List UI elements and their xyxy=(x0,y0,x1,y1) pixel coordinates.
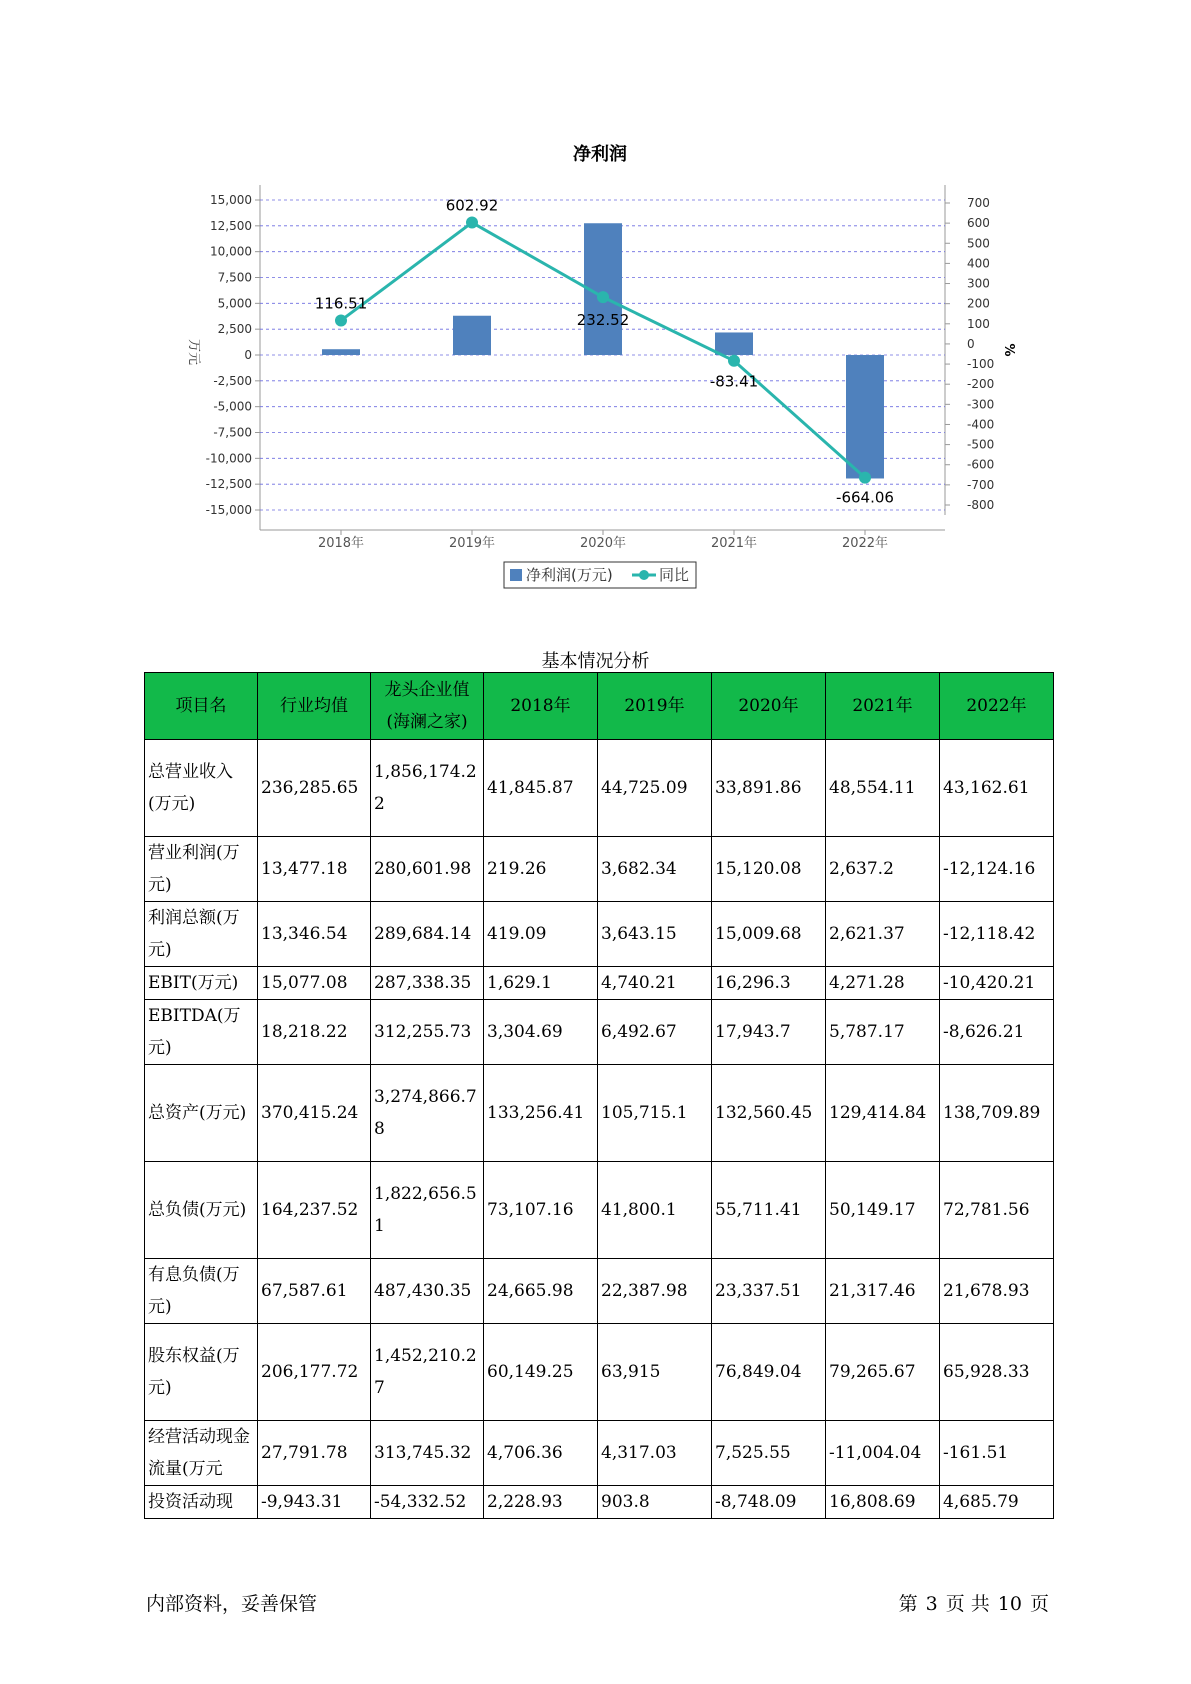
x-tick-label: 2020年 xyxy=(579,536,627,551)
value-cell: 17,943.7 xyxy=(712,1000,826,1065)
y2-tick-label: 700 xyxy=(967,196,990,210)
value-cell: 313,745.32 xyxy=(371,1421,484,1486)
value-cell: 206,177.72 xyxy=(258,1324,371,1421)
yoy-data-label: -83.41 xyxy=(709,372,759,391)
row-label-cell: EBIT(万元) xyxy=(145,967,258,1000)
y2-tick-label: -600 xyxy=(967,457,995,472)
header-cell: 2019年 xyxy=(598,673,712,740)
y2-tick-label: 400 xyxy=(967,256,990,271)
value-cell: 138,709.89 xyxy=(940,1065,1054,1162)
legend-swatch-bar xyxy=(510,569,522,581)
y2-axis-label: % xyxy=(1001,343,1016,357)
y-tick-label: 5,000 xyxy=(217,296,252,311)
value-cell: 3,274,866.78 xyxy=(371,1065,484,1162)
value-cell: 903.8 xyxy=(598,1486,712,1519)
row-label-cell: EBITDA(万元) xyxy=(145,1000,258,1065)
value-cell: 18,218.22 xyxy=(258,1000,371,1065)
page-indicator xyxy=(895,1589,1053,1616)
value-cell: 370,415.24 xyxy=(258,1065,371,1162)
value-cell: 41,845.87 xyxy=(484,740,598,837)
confidential-note: 内部资料，妥善保管 xyxy=(146,1593,318,1615)
x-tick-label: 2018年 xyxy=(317,536,365,551)
table-body xyxy=(145,740,1054,1519)
value-cell: 133,256.41 xyxy=(484,1065,598,1162)
value-cell: 164,237.52 xyxy=(258,1162,371,1259)
value-cell: 23,337.51 xyxy=(712,1259,826,1324)
value-cell: 33,891.86 xyxy=(712,740,826,837)
value-cell: 3,682.34 xyxy=(598,837,712,902)
table-title: 基本情况分析 xyxy=(541,651,650,672)
value-cell: 79,265.67 xyxy=(826,1324,940,1421)
legend-swatch-point xyxy=(639,570,649,580)
y2-tick-label: -200 xyxy=(967,377,995,392)
chart-title: 净利润 xyxy=(573,144,627,165)
x-tick-label: 2019年 xyxy=(448,536,496,551)
page-current: 3 xyxy=(925,1593,938,1615)
row-label-cell: 投资活动现 xyxy=(145,1486,258,1519)
row-label-cell: 营业利润(万元) xyxy=(145,837,258,902)
value-cell: 287,338.35 xyxy=(371,967,484,1000)
row-label-cell: 有息负债(万元) xyxy=(145,1259,258,1324)
value-cell: 2,637.2 xyxy=(826,837,940,902)
legend-label-bar: 净利润(万元) xyxy=(526,566,613,584)
yoy-data-label: -664.06 xyxy=(836,488,894,507)
table-row xyxy=(145,1486,1054,1519)
value-cell: 289,684.14 xyxy=(371,902,484,967)
x-tick-label: 2021年 xyxy=(710,536,758,551)
yoy-point xyxy=(859,472,871,484)
value-cell: 44,725.09 xyxy=(598,740,712,837)
table-header-row xyxy=(145,673,1054,740)
value-cell: 27,791.78 xyxy=(258,1421,371,1486)
value-cell: 21,678.93 xyxy=(940,1259,1054,1324)
value-cell: 65,928.33 xyxy=(940,1324,1054,1421)
value-cell: 132,560.45 xyxy=(712,1065,826,1162)
bar xyxy=(715,332,753,355)
value-cell: 4,317.03 xyxy=(598,1421,712,1486)
bar xyxy=(322,349,360,355)
y-tick-label: 12,500 xyxy=(210,218,252,233)
value-cell: 13,477.18 xyxy=(258,837,371,902)
value-cell: 280,601.98 xyxy=(371,837,484,902)
value-cell: -10,420.21 xyxy=(940,967,1054,1000)
header-cell: 2022年 xyxy=(940,673,1054,740)
net-profit-chart xyxy=(0,0,1191,600)
y2-tick-label: -300 xyxy=(967,397,995,412)
table-row xyxy=(145,1421,1054,1486)
page-prefix: 第 xyxy=(898,1593,918,1615)
value-cell: 15,077.08 xyxy=(258,967,371,1000)
value-cell: 60,149.25 xyxy=(484,1324,598,1421)
value-cell: 4,740.21 xyxy=(598,967,712,1000)
value-cell: 1,856,174.22 xyxy=(371,740,484,837)
value-cell: -9,943.31 xyxy=(258,1486,371,1519)
value-cell: 16,808.69 xyxy=(826,1486,940,1519)
value-cell: 1,452,210.27 xyxy=(371,1324,484,1421)
y-tick-label: 7,500 xyxy=(217,270,252,285)
value-cell: 67,587.61 xyxy=(258,1259,371,1324)
value-cell: 72,781.56 xyxy=(940,1162,1054,1259)
value-cell: 15,120.08 xyxy=(712,837,826,902)
table-row xyxy=(145,1065,1054,1162)
header-cell: 2021年 xyxy=(826,673,940,740)
table-row xyxy=(145,967,1054,1000)
value-cell: 76,849.04 xyxy=(712,1324,826,1421)
table-row xyxy=(145,1000,1054,1065)
yoy-point xyxy=(597,291,609,303)
y2-tick-label: -100 xyxy=(967,357,995,372)
value-cell: 73,107.16 xyxy=(484,1162,598,1259)
value-cell: 4,706.36 xyxy=(484,1421,598,1486)
header-cell: 2018年 xyxy=(484,673,598,740)
y-tick-label: -5,000 xyxy=(213,399,252,414)
header-cell: 龙头企业值(海澜之家) xyxy=(371,673,484,740)
value-cell: 219.26 xyxy=(484,837,598,902)
y2-tick-label: 500 xyxy=(967,236,990,251)
value-cell: 312,255.73 xyxy=(371,1000,484,1065)
value-cell: 4,271.28 xyxy=(826,967,940,1000)
value-cell: -12,118.42 xyxy=(940,902,1054,967)
yoy-point xyxy=(466,217,478,229)
value-cell: 13,346.54 xyxy=(258,902,371,967)
y-tick-label: 0 xyxy=(244,348,252,362)
row-label-cell: 总负债(万元) xyxy=(145,1162,258,1259)
value-cell: 6,492.67 xyxy=(598,1000,712,1065)
value-cell: -12,124.16 xyxy=(940,837,1054,902)
y2-tick-label: 600 xyxy=(967,216,990,231)
row-label-cell: 利润总额(万元) xyxy=(145,902,258,967)
value-cell: 129,414.84 xyxy=(826,1065,940,1162)
row-label-cell: 经营活动现金流量(万元 xyxy=(145,1421,258,1486)
y-tick-label: -12,500 xyxy=(205,477,252,492)
analysis-table xyxy=(144,672,1054,1519)
value-cell: -8,626.21 xyxy=(940,1000,1054,1065)
yoy-point xyxy=(335,314,347,326)
row-label-cell: 总资产(万元) xyxy=(145,1065,258,1162)
y-tick-label: -2,500 xyxy=(213,373,252,388)
table-row xyxy=(145,1259,1054,1324)
value-cell: 419.09 xyxy=(484,902,598,967)
value-cell: 21,317.46 xyxy=(826,1259,940,1324)
value-cell: 15,009.68 xyxy=(712,902,826,967)
y2-tick-label: -400 xyxy=(967,417,995,432)
y2-tick-label: -800 xyxy=(967,498,995,512)
y2-tick-label: 100 xyxy=(967,316,990,331)
value-cell: 4,685.79 xyxy=(940,1486,1054,1519)
page-suffix: 页 xyxy=(1029,1593,1049,1615)
y2-tick-label: 200 xyxy=(967,296,990,311)
y-tick-label: -7,500 xyxy=(213,425,252,440)
header-cell: 行业均值 xyxy=(258,673,371,740)
value-cell: 50,149.17 xyxy=(826,1162,940,1259)
value-cell: 3,643.15 xyxy=(598,902,712,967)
table-row xyxy=(145,1324,1054,1421)
value-cell: -54,332.52 xyxy=(371,1486,484,1519)
value-cell: -161.51 xyxy=(940,1421,1054,1486)
y2-tick-label: 0 xyxy=(967,336,975,351)
value-cell: 1,629.1 xyxy=(484,967,598,1000)
legend-label-line: 同比 xyxy=(659,566,690,584)
yoy-data-label: 602.92 xyxy=(445,196,499,215)
y-tick-label: 15,000 xyxy=(210,193,252,207)
table-row xyxy=(145,837,1054,902)
value-cell: 105,715.1 xyxy=(598,1065,712,1162)
header-cell: 项目名 xyxy=(145,673,258,740)
table-row xyxy=(145,902,1054,967)
value-cell: -8,748.09 xyxy=(712,1486,826,1519)
y-axis-label: 万元 xyxy=(186,338,201,366)
value-cell: 22,387.98 xyxy=(598,1259,712,1324)
value-cell: 1,822,656.51 xyxy=(371,1162,484,1259)
value-cell: 487,430.35 xyxy=(371,1259,484,1324)
value-cell: 5,787.17 xyxy=(826,1000,940,1065)
value-cell: 24,665.98 xyxy=(484,1259,598,1324)
yoy-point xyxy=(728,355,740,367)
y-tick-label: -10,000 xyxy=(205,451,252,466)
value-cell: 48,554.11 xyxy=(826,740,940,837)
yoy-data-label: 232.52 xyxy=(576,311,630,330)
y2-tick-label: -700 xyxy=(967,477,995,492)
bar xyxy=(453,316,491,355)
y-tick-label: 10,000 xyxy=(210,244,252,259)
header-cell: 2020年 xyxy=(712,673,826,740)
x-tick-label: 2022年 xyxy=(841,536,889,551)
value-cell: 2,621.37 xyxy=(826,902,940,967)
value-cell: 2,228.93 xyxy=(484,1486,598,1519)
table-row xyxy=(145,1162,1054,1259)
page-total: 10 xyxy=(997,1593,1022,1615)
row-label-cell: 股东权益(万元) xyxy=(145,1324,258,1421)
value-cell: 7,525.55 xyxy=(712,1421,826,1486)
bar xyxy=(846,355,884,478)
yoy-data-label: 116.51 xyxy=(314,294,368,313)
y-tick-label: 2,500 xyxy=(217,322,252,337)
y-tick-label: -15,000 xyxy=(205,503,252,517)
value-cell: 41,800.1 xyxy=(598,1162,712,1259)
value-cell: 43,162.61 xyxy=(940,740,1054,837)
y2-tick-label: -500 xyxy=(967,437,995,452)
value-cell: 236,285.65 xyxy=(258,740,371,837)
value-cell: 16,296.3 xyxy=(712,967,826,1000)
value-cell: 63,915 xyxy=(598,1324,712,1421)
row-label-cell: 总营业收入(万元) xyxy=(145,740,258,837)
value-cell: -11,004.04 xyxy=(826,1421,940,1486)
page-mid: 页 共 xyxy=(945,1593,990,1615)
value-cell: 55,711.41 xyxy=(712,1162,826,1259)
value-cell: 3,304.69 xyxy=(484,1000,598,1065)
table-row xyxy=(145,740,1054,837)
y2-tick-label: 300 xyxy=(967,276,990,291)
